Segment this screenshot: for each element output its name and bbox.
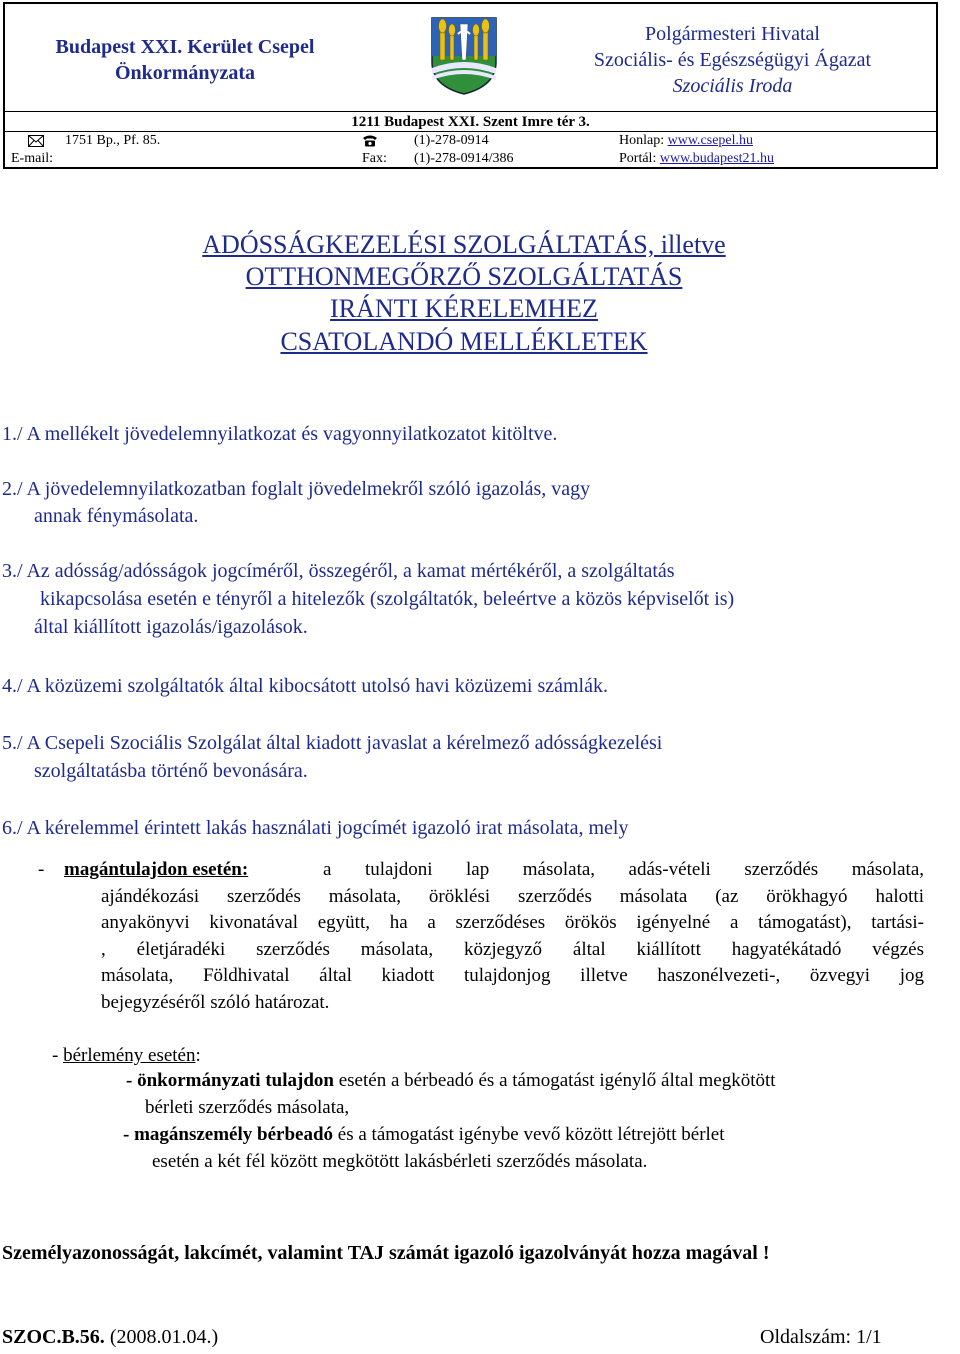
own-line-3: anyakönyvi kivonatával együtt, ha a szerződéses örökös igényelné a támogatást), tartási- [101,912,924,933]
rent-label: bérlemény esetén [63,1045,196,1066]
own-dash: - [38,859,45,880]
own-line-1: a tulajdoni lap másolata, adás-vételi szerződés másolata, [323,859,924,880]
coat-of-arms-icon [430,16,498,96]
item-3-line-3: által kiállított igazolás/igazolások. [34,616,308,638]
item-5-line-2: szolgáltatásba történő bevonására. [34,760,308,782]
own-line-4: , életjáradéki szerződés másolata, közjegyző által kiállított hagyatékátadó végzés [101,939,924,960]
item-1: 1./ A mellékelt jövedelemnyilatkozat és vagyonnyilatkozatot kitöltve. [2,423,558,445]
id-notice: Személyazonosságát, lakcímét, valamint TAJ számát igazoló igazolványát hozza magával ! [2,1242,770,1264]
email-label: E-mail: [11,151,53,166]
office-line-3: Szociális Iroda [672,75,793,97]
homepage [619,132,753,149]
rent-private-line-1 [123,1122,725,1148]
divider [5,111,936,112]
portal [619,150,774,167]
title-line-1: ADÓSSÁGKEZELÉSI SZOLGÁLTATÁS, illetve [202,230,726,259]
form-code-number: SZOC.B.56. [2,1326,105,1348]
rent-dash: - [52,1045,64,1066]
item-5-line-1: 5./ A Csepeli Szociális Szolgálat által kiadott javaslat a kérelmező adósságkezelési [2,732,663,754]
portal-link[interactable]: www.budapest21.hu [659,151,775,166]
rent-colon: : [195,1045,201,1066]
org-line-1: Budapest XXI. Kerület Csepel [55,36,315,58]
form-code [2,1324,218,1350]
envelope-icon [28,135,44,147]
office-line-1: Polgármesteri Hivatal [645,23,820,45]
rent-municipal-label: - önkormányzati tulajdon [126,1070,334,1091]
title-line-2: OTTHONMEGŐRZŐ SZOLGÁLTATÁS [245,262,683,291]
rent-private-text: és a támogatást igénybe vevő között létrejött bérlet [333,1124,725,1145]
title-line-4: CSATOLANDÓ MELLÉKLETEK [280,327,648,356]
phone-number: (1)-278-0914 [414,133,489,148]
fax-number: (1)-278-0914/386 [414,151,514,166]
own-line-2: ajándékozási szerződés másolata, öröklési szerződés másolata (az örökhagyó halotti [101,886,924,907]
office-line-2: Szociális- és Egészségügyi Ágazat [593,49,872,71]
telephone-icon [362,134,378,147]
form-code-date: (2008.01.04.) [104,1326,219,1348]
letterhead [3,2,938,169]
item-2-line-2: annak fénymásolata. [34,505,199,527]
rent-municipal-line-1 [126,1068,776,1094]
rent-municipal-line-2: bérleti szerződés másolata, [145,1097,350,1118]
item-6: 6./ A kérelemmel érintett lakás használati jogcímét igazoló irat másolata, mely [2,817,629,839]
organization-name [5,34,365,86]
rent-private-label: - magánszemély bérbeadó [123,1124,334,1145]
fax-label: Fax: [362,151,387,166]
own-label: magántulajdon esetén: [64,859,249,880]
item-2-line-1: 2./ A jövedelemnyilatkozatban foglalt jövedelmekről szóló igazolás, vagy [2,478,591,500]
item-3-line-1: 3./ Az adósság/adósságok jogcíméről, összegéről, a kamat mértékéről, a szolgáltatás [2,560,675,582]
org-line-2: Önkormányzata [115,62,255,84]
rent-private-line-2: esetén a két fél között megkötött lakásbérleti szerződés másolata. [152,1151,648,1172]
rent-municipal-text: esetén a bérbeadó és a támogatást igénylő által megkötött [333,1070,776,1091]
own-line-5: másolata, Földhivatal által kiadott tulajdonjog illetve haszonélvezeti-, özvegyi jog [101,965,924,986]
homepage-link[interactable]: www.csepel.hu [667,133,754,148]
rent-heading [52,1043,201,1069]
portal-label: Portál: [619,151,657,166]
title-line-3: IRÁNTI KÉRELEMHEZ [330,294,598,323]
homepage-label: Honlap: [619,133,665,148]
address: 1211 Budapest XXI. Szent Imre tér 3. [351,114,590,130]
item-4: 4./ A közüzemi szolgáltatók által kibocsátott utolsó havi közüzemi számlák. [2,675,608,697]
po-box: 1751 Bp., Pf. 85. [65,133,161,148]
own-line-6: bejegyzéséről szóló határozat. [101,992,330,1013]
item-3-line-2: kikapcsolása esetén e tényről a hitelezők (szolgáltatók, beleértve a közös képviselőt is) [40,588,735,610]
page-number: Oldalszám: 1/1 [760,1326,882,1348]
office-name [560,21,905,99]
